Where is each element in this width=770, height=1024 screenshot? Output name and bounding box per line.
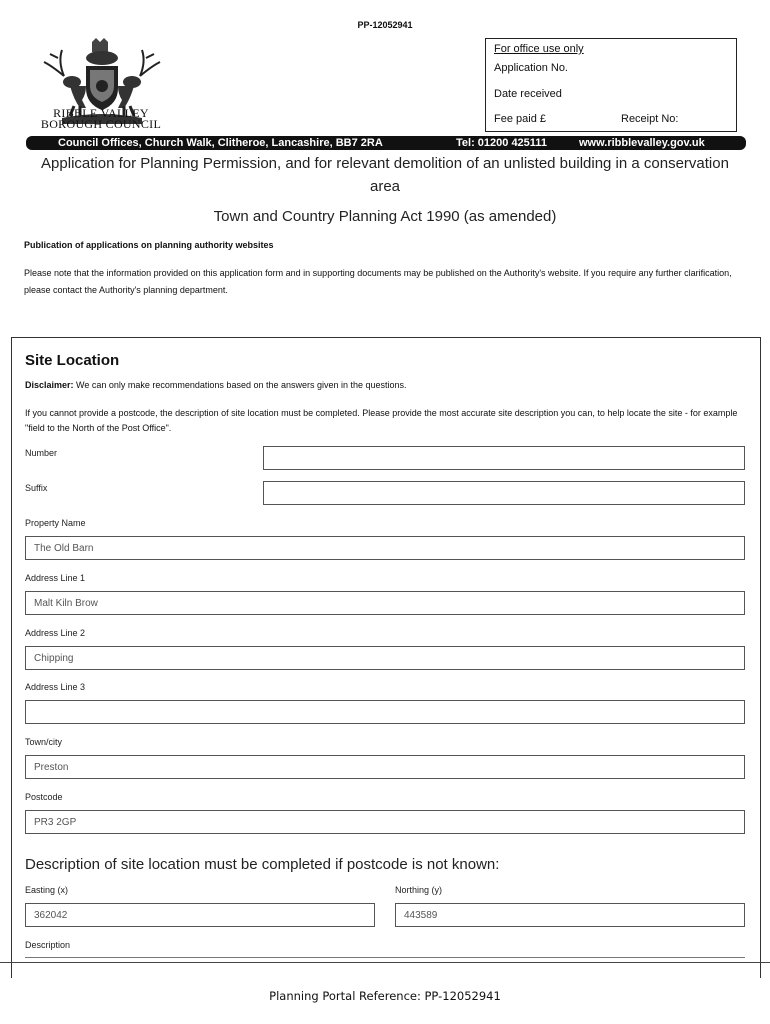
fee-paid-label: Fee paid £ (494, 113, 546, 125)
northing-field[interactable]: 443589 (395, 903, 745, 927)
application-no-label: Application No. (494, 62, 568, 74)
council-website: www.ribblevalley.gov.uk (579, 137, 705, 149)
application-title: Application for Planning Permission, and for relevant demolition of an unlisted building in a conservation area (41, 155, 729, 195)
northing-label: Northing (y) (395, 885, 443, 895)
disclaimer-label: Disclaimer: (25, 380, 74, 390)
address-line-2-label: Address Line 2 (25, 628, 86, 638)
office-use-box (485, 38, 737, 132)
description-heading: Description of site location must be completed if postcode is not known: (25, 856, 500, 873)
publication-notice: Please note that the information provided on this application form and in supporting documents may be published on the Authority's website. If you require any further clarification, please contact the Authority's planning department. (24, 268, 732, 295)
disclaimer-text: We can only make recommendations based on the answers given in the questions. (73, 380, 407, 390)
number-label: Number (25, 448, 58, 458)
easting-label: Easting (x) (25, 885, 69, 895)
town-city-field[interactable]: Preston (25, 755, 745, 779)
number-field[interactable] (263, 446, 745, 470)
council-contact-bar (26, 136, 746, 150)
suffix-field[interactable] (263, 481, 745, 505)
planning-portal-reference: Planning Portal Reference: PP-12052941 (269, 989, 501, 1003)
address-line-3-label: Address Line 3 (25, 682, 86, 692)
address-line-2-field[interactable]: Chipping (25, 646, 745, 670)
suffix-label: Suffix (25, 483, 48, 493)
postcode-label: Postcode (25, 792, 63, 802)
address-line-1-field[interactable]: Malt Kiln Brow (25, 591, 745, 615)
office-use-title: For office use only (494, 43, 584, 55)
town-city-label: Town/city (25, 737, 63, 747)
publication-heading: Publication of applications on planning authority websites (24, 240, 274, 250)
council-address: Council Offices, Church Walk, Clitheroe, Lancashire, BB7 2RA (58, 137, 383, 149)
date-received-label: Date received (494, 88, 562, 100)
postcode-field[interactable]: PR3 2GP (25, 810, 745, 834)
address-line-3-field[interactable] (25, 700, 745, 724)
receipt-no-label: Receipt No: (621, 113, 679, 125)
page-divider (0, 962, 770, 963)
reference-number-top: PP-12052941 (357, 20, 413, 30)
council-name-line1: RIBBLE VALLEY (53, 106, 149, 120)
site-location-title: Site Location (25, 352, 120, 369)
property-name-field[interactable]: The Old Barn (25, 536, 745, 560)
disclaimer (25, 380, 407, 390)
council-telephone: Tel: 01200 425111 (456, 137, 547, 149)
council-name (30, 108, 172, 130)
act-title: Town and Country Planning Act 1990 (as amended) (213, 208, 557, 225)
description-label: Description (25, 940, 71, 950)
postcode-note: If you cannot provide a postcode, the description of site location must be completed. Please provide the most accurate site description you can, to help locate the site - for example "field to the North of the Post Office". (25, 408, 738, 433)
council-name-line2: BOROUGH COUNCIL (40, 117, 162, 131)
address-line-1-label: Address Line 1 (25, 573, 86, 583)
easting-field[interactable]: 362042 (25, 903, 375, 927)
property-name-label: Property Name (25, 518, 86, 528)
